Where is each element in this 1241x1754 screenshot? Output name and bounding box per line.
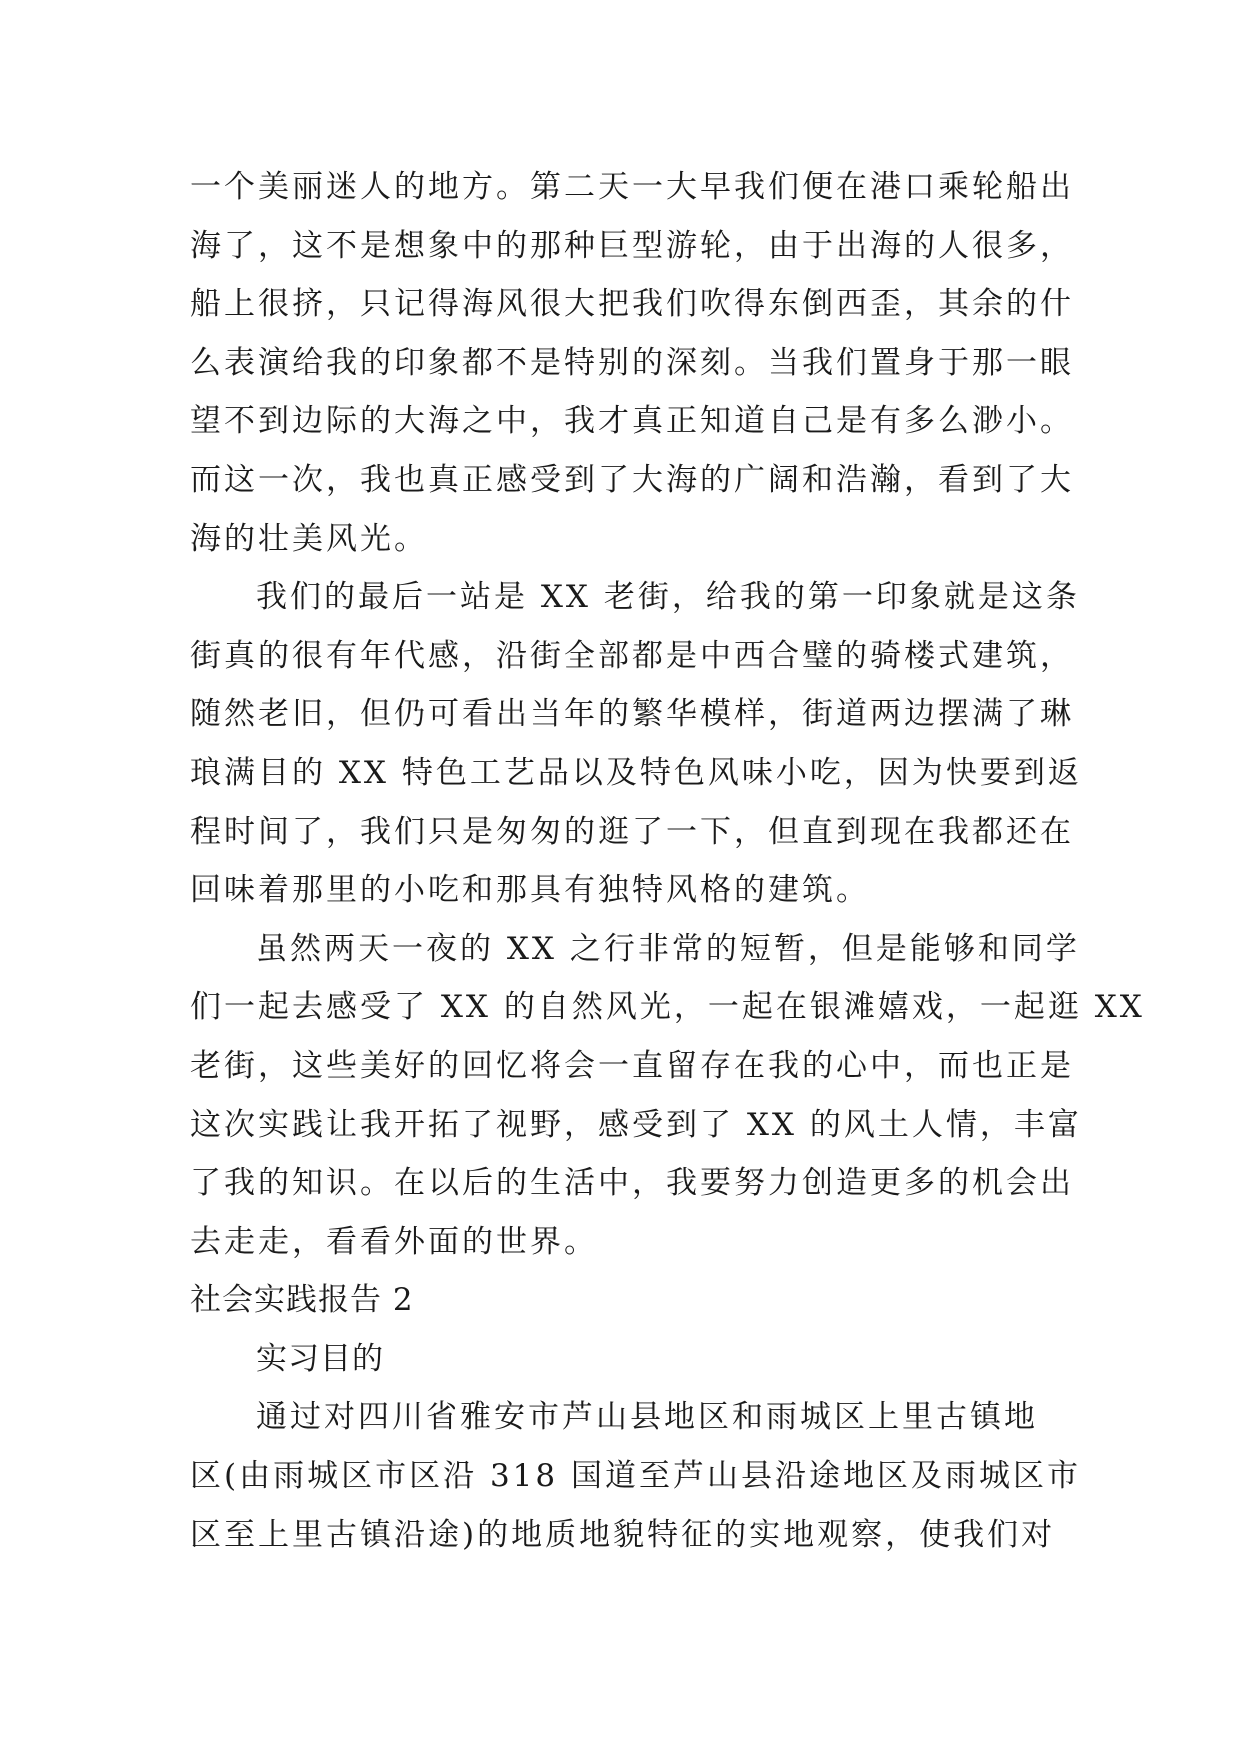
text-line: 海的壮美风光。: [190, 520, 428, 557]
paragraph-2: [190, 568, 1082, 920]
text-line: 程时间了，我们只是匆匆的逛了一下，但直到现在我都还在: [190, 813, 1074, 850]
paragraph-3: [190, 920, 1145, 1272]
text-line: 们一起去感受了 XX 的自然风光，一起在银滩嬉戏，一起逛 XX: [190, 989, 1145, 1026]
text-line: 么表演给我的印象都不是特别的深刻。当我们置身于那一眼: [190, 344, 1074, 381]
text-line: 船上很挤，只记得海风很大把我们吹得东倒西歪，其余的什: [190, 286, 1074, 323]
text-line: 望不到边际的大海之中，我才真正知道自己是有多么渺小。: [190, 403, 1074, 440]
text-line: 区至上里古镇沿途)的地质地貌特征的实地观察，使我们对: [190, 1516, 1056, 1553]
text-line: 回味着那里的小吃和那具有独特风格的建筑。: [190, 872, 870, 909]
text-line: 街真的很有年代感，沿街全部都是中西合璧的骑楼式建筑，: [190, 637, 1074, 674]
document-body: [190, 158, 1145, 1564]
text-line: 区(由雨城区市区沿 318 国道至芦山县沿途地区及雨城区市: [190, 1458, 1081, 1495]
text-line: 去走走，看看外面的世界。: [190, 1223, 598, 1260]
paragraph-4: [190, 1388, 1081, 1564]
paragraph-1: [190, 158, 1074, 568]
text-line: 这次实践让我开拓了视野，感受到了 XX 的风土人情，丰富: [190, 1106, 1082, 1143]
text-line: 而这一次，我也真正感受到了大海的广阔和浩瀚，看到了大: [190, 461, 1074, 498]
text-line: 通过对四川省雅安市芦山县地区和雨城区上里古镇地: [256, 1399, 1038, 1436]
text-line: 老街，这些美好的回忆将会一直留存在我的心中，而也正是: [190, 1047, 1074, 1084]
text-line: 随然老旧，但仍可看出当年的繁华模样，街道两边摆满了琳: [190, 696, 1074, 733]
subsection-title: 实习目的: [256, 1340, 384, 1377]
text-line: 琅满目的 XX 特色工艺品以及特色风味小吃，因为快要到返: [190, 754, 1082, 791]
text-line: 海了，这不是想象中的那种巨型游轮，由于出海的人很多，: [190, 227, 1074, 264]
text-line: 了我的知识。在以后的生活中，我要努力创造更多的机会出: [190, 1165, 1074, 1202]
text-line: 一个美丽迷人的地方。第二天一大早我们便在港口乘轮船出: [190, 169, 1074, 205]
text-line: 我们的最后一站是 XX 老街，给我的第一印象就是这条: [256, 579, 1080, 616]
text-line: 虽然两天一夜的 XX 之行非常的短暂，但是能够和同学: [256, 930, 1080, 967]
section-title: 社会实践报告 2: [190, 1282, 414, 1319]
